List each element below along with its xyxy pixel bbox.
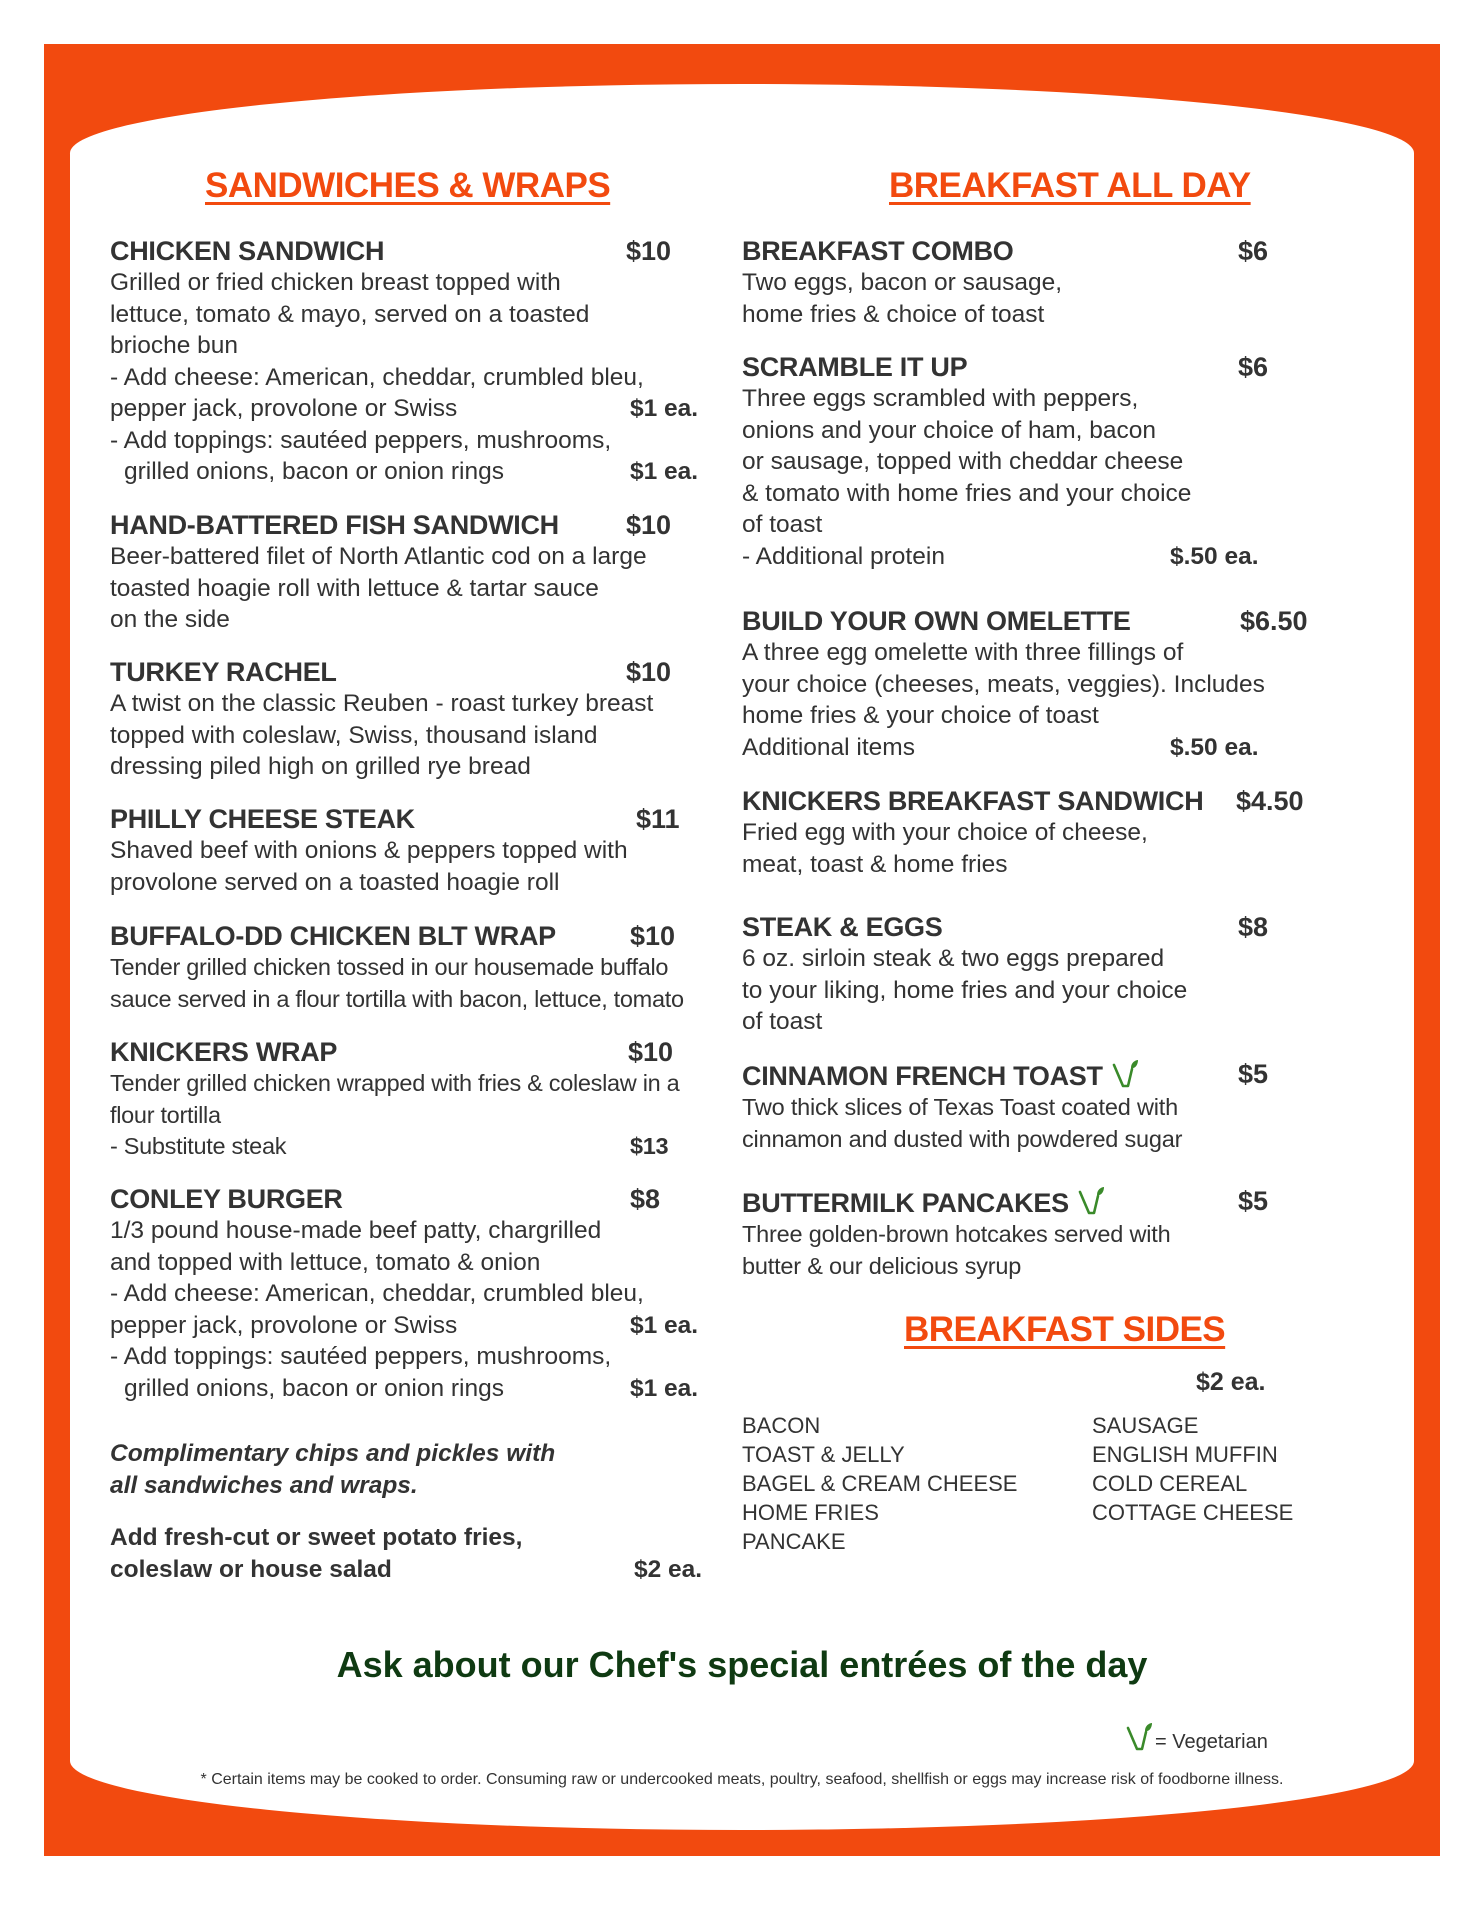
vegetarian-icon [1125, 1722, 1153, 1752]
desc-line: Two eggs, bacon or sausage, [742, 269, 1063, 296]
sides-list-right [1092, 1411, 1293, 1527]
desc-line: Grilled or fried chicken breast topped with [110, 269, 561, 296]
desc-line: Three golden-brown hotcakes served with [742, 1221, 1171, 1247]
menu-item [742, 606, 1322, 763]
chef-special-banner: Ask about our Chef's special entrées of the day [336, 1644, 1148, 1685]
desc-line: Fried egg with your choice of cheese, [742, 819, 1148, 846]
desc-line: provolone served on a toasted hoagie roll [110, 868, 560, 896]
desc-line: 1/3 pound house-made beef patty, chargrilled [110, 1217, 602, 1244]
item-name: CHICKEN SANDWICH [110, 236, 385, 266]
desc-line: dressing piled high on grilled rye bread [110, 753, 531, 780]
item-price: $8 [1238, 912, 1269, 942]
desc-line: Three eggs scrambled with peppers, [742, 385, 1139, 412]
item-name: BUILD YOUR OWN OMELETTE [742, 606, 1131, 636]
item-name: BUTTERMILK PANCAKES [742, 1186, 1322, 1219]
addon-price: $2 ea. [634, 1556, 703, 1583]
desc-line: 6 oz. sirloin steak & two eggs prepared [742, 945, 1165, 972]
desc-line: and topped with lettuce, tomato & onion [110, 1248, 541, 1276]
item-description [110, 1068, 710, 1163]
desc-line: your choice (cheeses, meats, veggies). Includes [742, 670, 1265, 698]
sides-price: $2 ea. [1196, 1368, 1266, 1396]
item-price: $5 [1238, 1059, 1269, 1089]
addon-line: Additional items $.50 ea. [742, 733, 1259, 761]
side-item: HOME FRIES [742, 1500, 879, 1525]
desc-line: Beer-battered filet of North Atlantic cod on a large [110, 543, 647, 570]
menu-item [110, 804, 710, 898]
menu-item [742, 352, 1322, 572]
desc-line: toasted hoagie roll with lettuce & tartar sauce [110, 574, 599, 602]
vegetarian-legend [1125, 1722, 1268, 1754]
item-price: $10 [626, 510, 672, 540]
menu-item [110, 236, 710, 488]
desc-line: on the side [110, 606, 230, 633]
item-description [110, 688, 710, 783]
menu-item [742, 912, 1322, 1038]
item-price: $10 [626, 657, 672, 687]
desc-line: home fries & your choice of toast [742, 702, 1099, 729]
addon-line: - Add toppings: sautéed peppers, mushrooms, [110, 426, 612, 454]
desc-line: meat, toast & home fries [742, 850, 1008, 878]
item-name: HAND-BATTERED FISH SANDWICH [110, 510, 559, 540]
desc-line: cinnamon and dusted with powdered sugar [742, 1125, 1183, 1152]
item-description [742, 383, 1322, 572]
desc-line: A twist on the classic Reuben - roast turkey breast [110, 690, 654, 717]
item-name: PHILLY CHEESE STEAK [110, 804, 415, 834]
item-price: $4.50 [1236, 786, 1304, 816]
menu-item [742, 1059, 1322, 1155]
item-price: $11 [636, 804, 680, 834]
sides-list-left [742, 1411, 1017, 1556]
menu-item [110, 1184, 710, 1404]
item-name: KNICKERS WRAP [110, 1037, 338, 1067]
desc-line: of toast [742, 511, 823, 538]
item-description [110, 1215, 710, 1404]
desc-line: Shaved beef with onions & peppers topped with [110, 837, 628, 864]
item-description [110, 541, 710, 636]
desc-line: flour tortilla [110, 1101, 221, 1128]
item-description [110, 267, 710, 488]
item-name: BUFFALO-DD CHICKEN BLT WRAP [110, 921, 556, 951]
item-description [742, 943, 1322, 1038]
side-item: PANCAKE [742, 1529, 846, 1554]
addon-line: - Additional protein $.50 ea. [742, 542, 1259, 570]
item-price: $6.50 [1240, 606, 1308, 636]
desc-line: home fries & choice of toast [742, 300, 1045, 328]
item-price: $6 [1238, 236, 1269, 266]
side-item: ENGLISH MUFFIN [1092, 1442, 1278, 1467]
desc-line: Two thick slices of Texas Toast coated with [742, 1094, 1178, 1120]
desc-line: butter & our delicious syrup [742, 1252, 1022, 1279]
fries-addon: Add fresh-cut or sweet potato fries, coleslaw or house salad $2 ea. [110, 1522, 710, 1586]
addon-line: grilled onions, bacon or onion rings $1 ea. [124, 1374, 699, 1402]
item-description [742, 1092, 1322, 1155]
section-heading-breakfast: BREAKFAST ALL DAY [889, 166, 1251, 205]
legend-text: = Vegetarian [1155, 1731, 1268, 1753]
addon-line: grilled onions, bacon or onion rings $1 ea. [124, 458, 699, 485]
desc-line: of toast [742, 1008, 823, 1035]
menu-item [110, 657, 710, 783]
menu-item [742, 1186, 1322, 1282]
desc-line: - Add cheese: American, cheddar, crumbled bleu, [110, 363, 644, 391]
desc-line: Tender grilled chicken wrapped with fries & coleslaw in a [110, 1070, 680, 1096]
vegetarian-icon [1111, 1059, 1139, 1089]
item-name: SCRAMBLE IT UP [742, 352, 968, 382]
desc-line: to your liking, home fries and your choice [742, 976, 1188, 1004]
addon-line: pepper jack, provolone or Swiss $1 ea. [110, 395, 699, 422]
menu-item [742, 236, 1322, 330]
desc-line: onions and your choice of ham, bacon [742, 416, 1157, 444]
item-description [110, 835, 710, 898]
addon-line: pepper jack, provolone or Swiss $1 ea. [110, 1311, 699, 1339]
item-price: $10 [628, 1037, 674, 1067]
side-item: COLD CEREAL [1092, 1471, 1248, 1496]
side-item: TOAST & JELLY [742, 1442, 905, 1467]
item-price: $10 [626, 236, 672, 266]
desc-line: topped with coleslaw, Swiss, thousand island [110, 721, 598, 749]
side-item: COTTAGE CHEESE [1092, 1500, 1294, 1525]
side-item: SAUSAGE [1092, 1413, 1199, 1438]
complimentary-note: Complimentary chips and pickles with all sandwiches and wraps. [110, 1440, 556, 1499]
menu-item [110, 510, 710, 636]
desc-line: Tender grilled chicken tossed in our housemade buffalo [110, 954, 669, 980]
item-name: CONLEY BURGER [110, 1184, 343, 1214]
item-name: BREAKFAST COMBO [742, 236, 1014, 266]
item-description [742, 637, 1322, 763]
menu-item [110, 921, 710, 1015]
section-heading-breakfast-sides: BREAKFAST SIDES [904, 1310, 1226, 1349]
item-name: CINNAMON FRENCH TOAST [742, 1059, 1322, 1092]
item-price: $8 [630, 1184, 661, 1214]
desc-line: A three egg omelette with three fillings of [742, 639, 1184, 666]
section-heading-sandwiches: SANDWICHES & WRAPS [205, 166, 611, 205]
item-name: TURKEY RACHEL [110, 657, 337, 687]
item-price: $10 [630, 921, 676, 951]
item-description [742, 1219, 1322, 1282]
item-price: $6 [1238, 352, 1269, 382]
side-item: BACON [742, 1413, 821, 1438]
item-name: KNICKERS BREAKFAST SANDWICH [742, 786, 1204, 816]
menu-item [742, 786, 1322, 880]
addon-line: - Add toppings: sautéed peppers, mushrooms, [110, 1343, 612, 1370]
item-name: STEAK & EGGS [742, 912, 943, 942]
item-description [742, 817, 1322, 880]
desc-line: & tomato with home fries and your choice [742, 479, 1192, 507]
item-description [110, 952, 710, 1015]
food-safety-disclaimer: * Certain items may be cooked to order. Consuming raw or undercooked meats, poultry, seafood, shellfish or eggs may increase risk of foodborne illness. [200, 1771, 1284, 1788]
desc-line: lettuce, tomato & mayo, served on a toasted [110, 300, 590, 328]
menu-item [110, 1037, 710, 1163]
item-price: $5 [1238, 1186, 1269, 1216]
side-item: BAGEL & CREAM CHEESE [742, 1471, 1018, 1496]
item-description [742, 267, 1322, 330]
desc-line: brioche bun [110, 332, 239, 359]
desc-line: or sausage, topped with cheddar cheese [742, 448, 1184, 475]
desc-line: - Add cheese: American, cheddar, crumbled bleu, [110, 1280, 644, 1307]
vegetarian-icon [1077, 1186, 1105, 1216]
desc-line: sauce served in a flour tortilla with bacon, lettuce, tomato [110, 985, 684, 1012]
addon-line: - Substitute steak $13 [110, 1133, 669, 1159]
